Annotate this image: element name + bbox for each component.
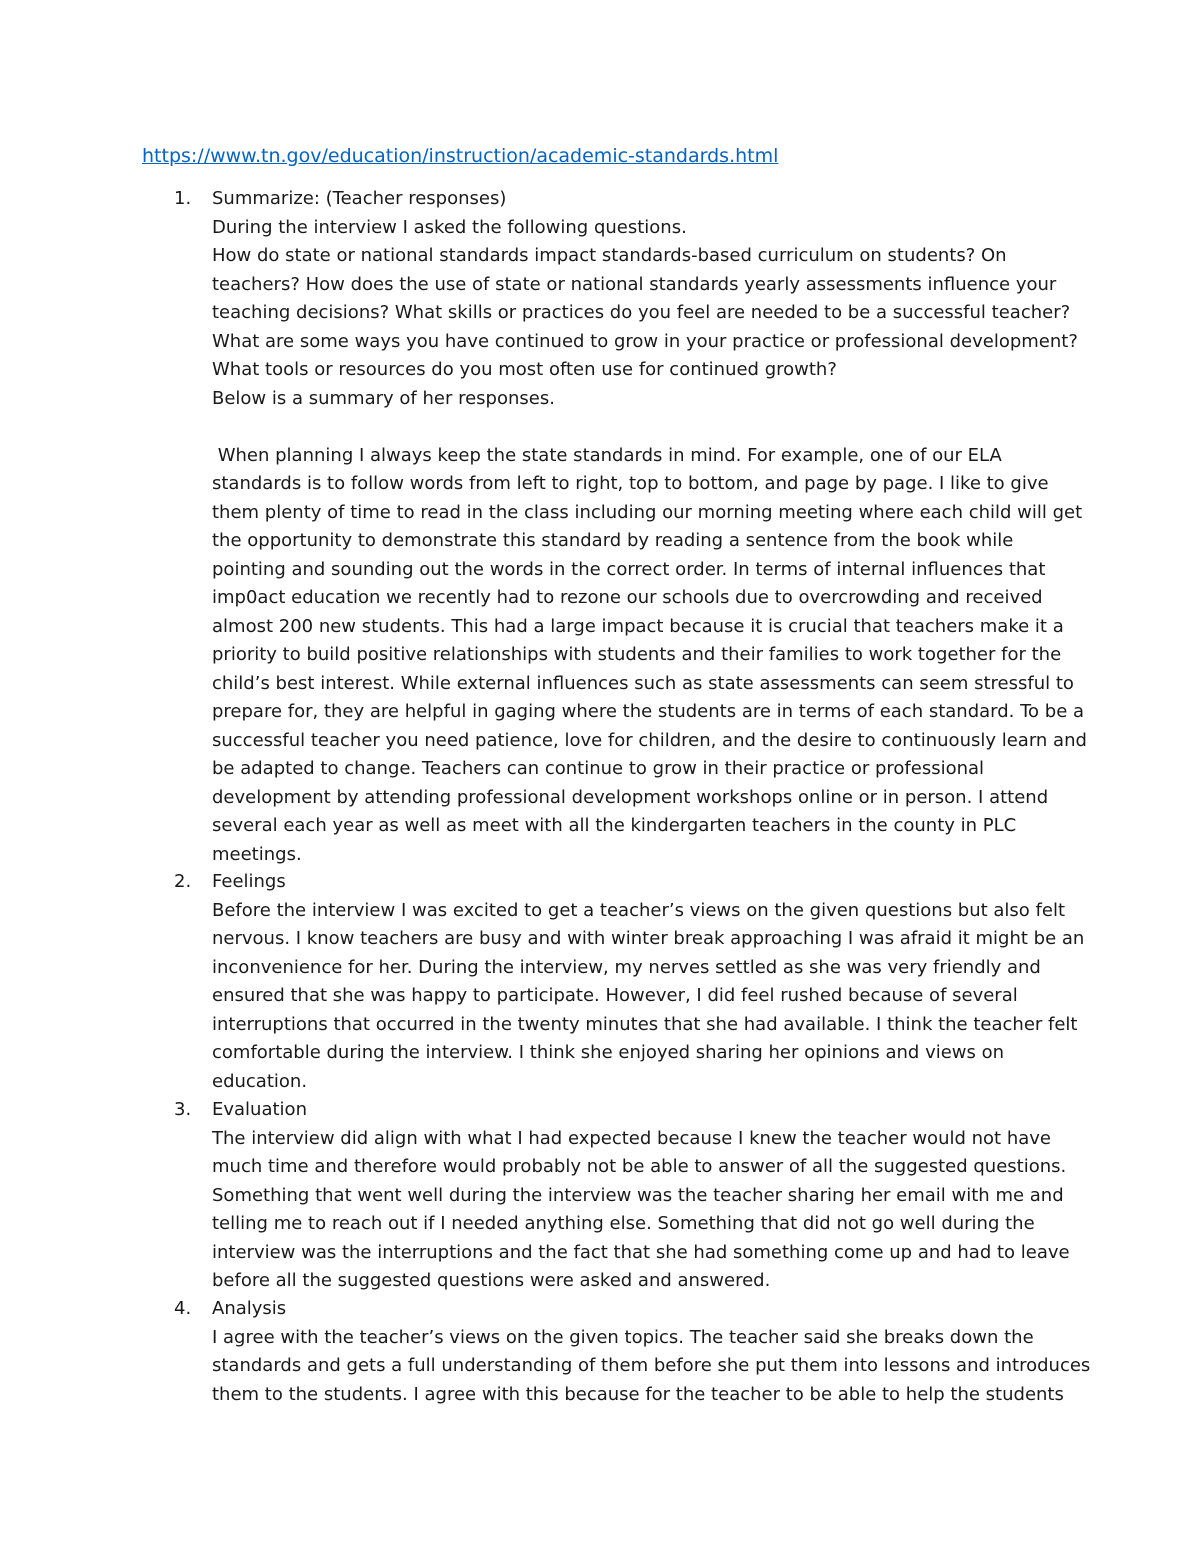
list-number: 1.	[174, 188, 192, 209]
list-item-body	[212, 1295, 1091, 1409]
text-line: interruptions that occurred in the twenty minutes that she had available. I think the teacher felt	[212, 1013, 1078, 1035]
text-line: before all the suggested questions were asked and answered.	[212, 1270, 771, 1291]
text-line: The interview did align with what I had expected because I knew the teacher would not have	[212, 1127, 1051, 1149]
text-line: several each year as well as meet with all the kindergarten teachers in the county in PLC	[212, 815, 1017, 836]
standards-link[interactable]: https://www.tn.gov/education/instruction/academic-standards.html	[142, 145, 779, 167]
item-heading: Evaluation	[212, 1099, 307, 1120]
text-line: pointing and sounding out the words in the correct order. In terms of internal influences that	[212, 558, 1046, 580]
text-line: development by attending professional development workshops online or in person. I attend	[212, 786, 1049, 808]
text-line: Something that went well during the interview was the teacher sharing her email with me and	[212, 1184, 1064, 1206]
list-item-body	[212, 1096, 1082, 1296]
list-item-body	[212, 185, 1087, 869]
text-line: When planning I always keep the state standards in mind. For example, one of our ELA	[212, 444, 1002, 466]
text-line: education.	[212, 1070, 308, 1092]
text-line: comfortable during the interview. I think she enjoyed sharing her opinions and views on	[212, 1042, 1005, 1063]
text-line: standards and gets a full understanding of them before she put them into lessons and introduces	[212, 1355, 1091, 1376]
item-heading: Summarize: (Teacher responses)	[212, 188, 507, 209]
text-line: the opportunity to demonstrate this standard by reading a sentence from the book while	[212, 530, 1014, 551]
text-line: What tools or resources do you most often use for continued growth?	[212, 359, 837, 380]
text-line: inconvenience for her. During the interview, my nerves settled as she was very friendly and	[212, 956, 1041, 978]
text-line: Before the interview I was excited to get a teacher’s views on the given questions but also felt	[212, 899, 1066, 921]
text-line: nervous. I know teachers are busy and with winter break approaching I was afraid it might be an	[212, 928, 1085, 949]
text-line: imp0act education we recently had to rezone our schools due to overcrowding and received	[212, 587, 1043, 608]
text-line: During the interview I asked the following questions.	[212, 216, 687, 238]
text-line: standards is to follow words from left to right, top to bottom, and page by page. I like to give	[212, 473, 1049, 494]
item-heading: Feelings	[212, 871, 286, 892]
text-line: What are some ways you have continued to grow in your practice or professional development?	[212, 330, 1078, 352]
list-number: 3.	[174, 1099, 192, 1120]
list-item-body	[212, 868, 1085, 1096]
text-line: meetings.	[212, 843, 302, 865]
text-line: Below is a summary of her responses.	[212, 387, 555, 409]
text-line: child’s best interest. While external influences such as state assessments can seem stressful to	[212, 672, 1074, 694]
text-line: successful teacher you need patience, love for children, and the desire to continuously learn and	[212, 729, 1087, 751]
list-number: 2.	[174, 871, 192, 892]
text-line: ensured that she was happy to participate. However, I did feel rushed because of several	[212, 985, 1018, 1006]
text-line: I agree with the teacher’s views on the given topics. The teacher said she breaks down the	[212, 1326, 1034, 1348]
text-line: them to the students. I agree with this because for the teacher to be able to help the students	[212, 1383, 1064, 1405]
text-line: almost 200 new students. This had a large impact because it is crucial that teachers make it a	[212, 615, 1064, 637]
list-number: 4.	[174, 1298, 192, 1319]
text-line: them plenty of time to read in the class including our morning meeting where each child will get	[212, 501, 1083, 523]
text-line: prepare for, they are helpful in gaging where the students are in terms of each standard. To be a	[212, 701, 1085, 722]
text-line: teachers? How does the use of state or national standards yearly assessments influence your	[212, 273, 1057, 295]
text-line: much time and therefore would probably not be able to answer of all the suggested questions.	[212, 1156, 1067, 1177]
text-line: be adapted to change. Teachers can continue to grow in their practice or professional	[212, 758, 985, 779]
text-line: How do state or national standards impact standards-based curriculum on students? On	[212, 245, 1007, 266]
text-line: teaching decisions? What skills or practices do you feel are needed to be a successful teacher?	[212, 302, 1071, 323]
blank-line	[212, 413, 1082, 442]
text-line: interview was the interruptions and the fact that she had something come up and had to leave	[212, 1241, 1070, 1263]
text-line: telling me to reach out if I needed anything else. Something that did not go well during the	[212, 1213, 1035, 1234]
item-heading: Analysis	[212, 1298, 287, 1319]
text-line: priority to build positive relationships with students and their families to work together for the	[212, 644, 1062, 665]
